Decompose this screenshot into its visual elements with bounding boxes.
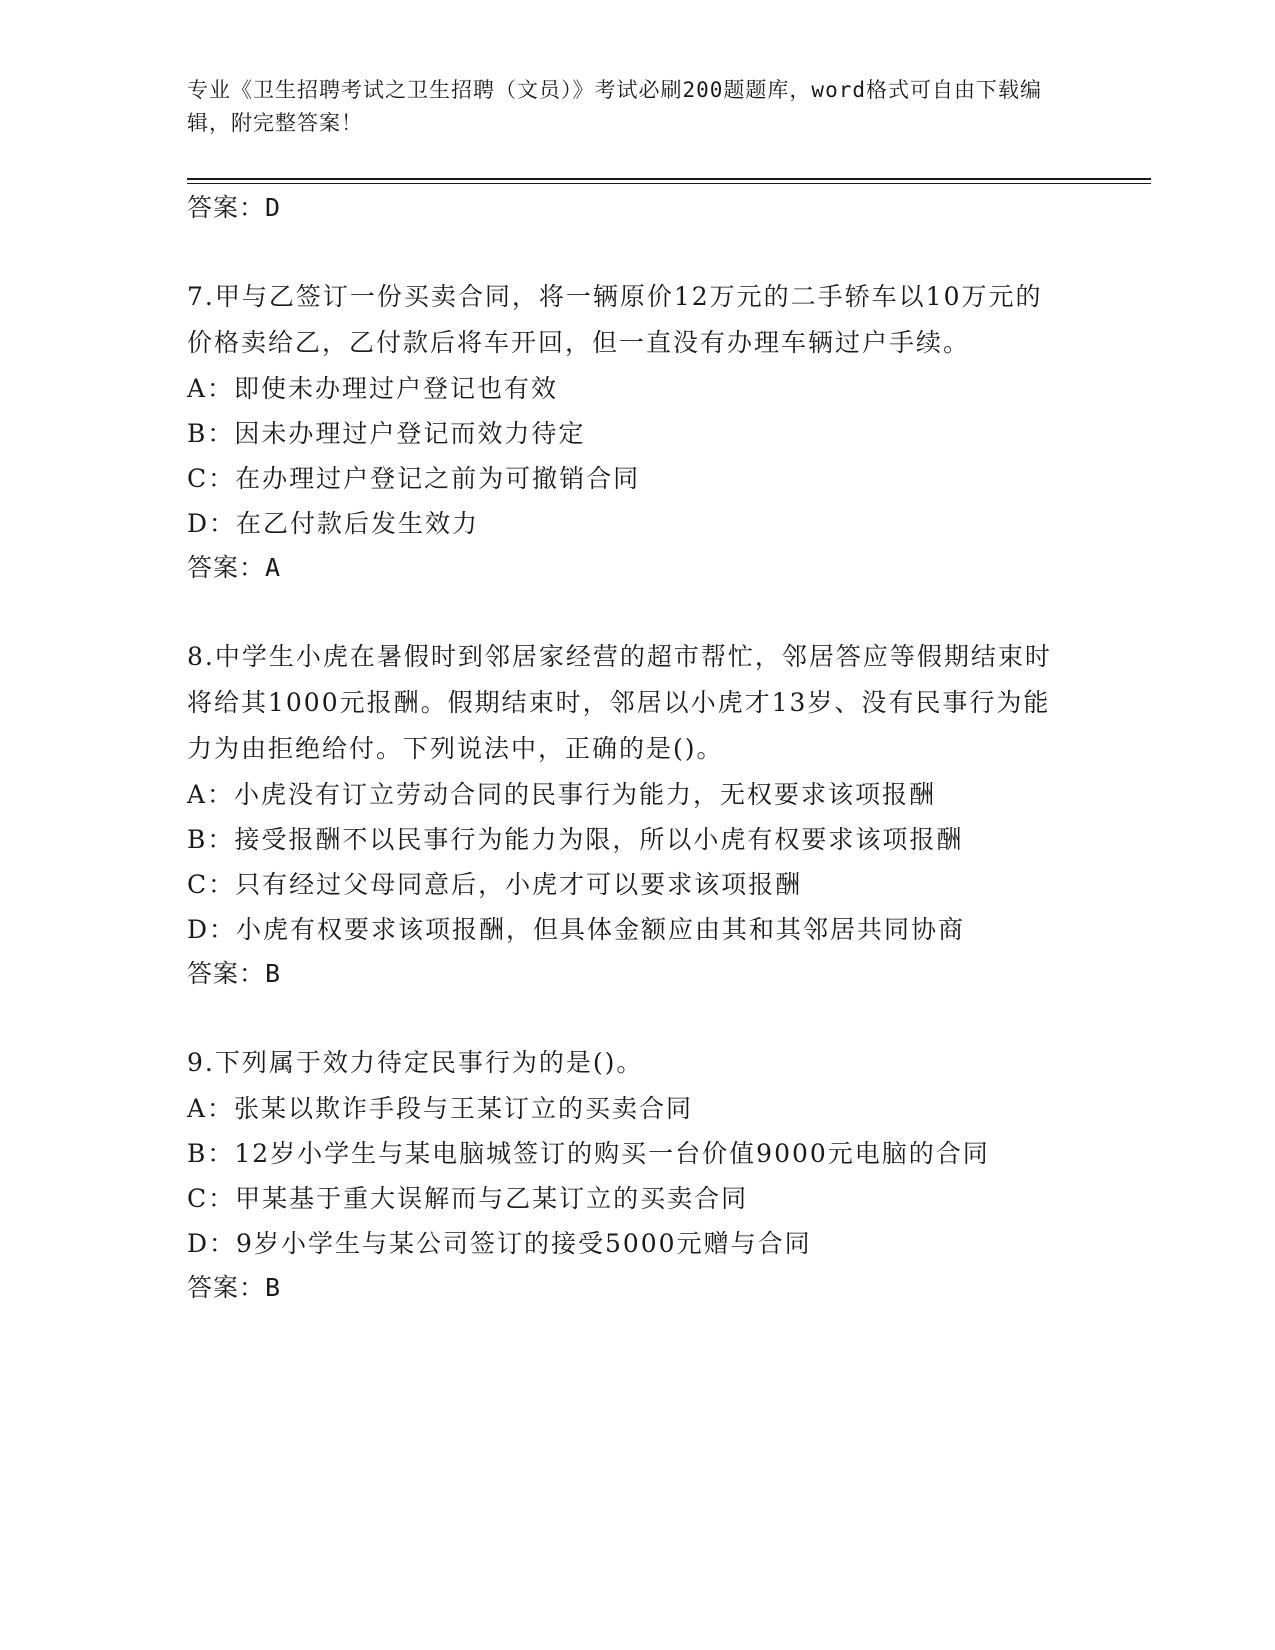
option-c: C：在办理过户登记之前为可撤销合同 <box>187 464 641 493</box>
document-header: 专业《卫生招聘考试之卫生招聘（文员）》考试必刷200题题库，word格式可自由下载编辑，附完整答案！ <box>187 78 1042 135</box>
question-8 <box>187 634 1067 996</box>
question-answer: 答案：B <box>187 1273 282 1302</box>
option-d: D：9岁小学生与某公司签订的接受5000元赠与合同 <box>187 1229 812 1258</box>
option-d: D：在乙付款后发生效力 <box>187 509 480 538</box>
option-a: A：张某以欺诈手段与王某订立的买卖合同 <box>187 1094 694 1123</box>
option-b: B：12岁小学生与某电脑城签订的购买一台价值9000元电脑的合同 <box>187 1139 990 1168</box>
option-d: D：小虎有权要求该项报酬，但具体金额应由其和其邻居共同协商 <box>187 915 966 944</box>
header-divider-thick <box>187 178 1151 180</box>
question-stem: 9.下列属于效力待定民事行为的是()。 <box>187 1048 644 1077</box>
question-stem: 7.甲与乙签订一份买卖合同，将一辆原价12万元的二手轿车以10万元的价格卖给乙，乙付款后将车开回，但一直没有办理车辆过户手续。 <box>187 282 1043 357</box>
header-divider-thin <box>187 183 1151 184</box>
option-c: C：只有经过父母同意后，小虎才可以要求该项报酬 <box>187 870 803 899</box>
question-stem: 8.中学生小虎在暑假时到邻居家经营的超市帮忙，邻居答应等假期结束时将给其1000元报酬。假期结束时，邻居以小虎才13岁、没有民事行为能力为由拒绝给付。下列说法中，正确的是()。 <box>187 642 1052 763</box>
option-b: B：接受报酬不以民事行为能力为限，所以小虎有权要求该项报酬 <box>187 825 964 854</box>
option-b: B：因未办理过户登记而效力待定 <box>187 419 586 448</box>
option-a: A：小虎没有订立劳动合同的民事行为能力，无权要求该项报酬 <box>187 780 937 809</box>
document-body <box>187 186 1067 1310</box>
question-7 <box>187 274 1067 590</box>
option-a: A：即使未办理过户登记也有效 <box>187 374 559 403</box>
answer-previous-question: 答案：D <box>187 193 282 222</box>
question-answer: 答案：B <box>187 959 282 988</box>
question-9 <box>187 1040 1067 1310</box>
option-c: C：甲某基于重大误解而与乙某订立的买卖合同 <box>187 1184 749 1213</box>
question-answer: 答案：A <box>187 553 282 582</box>
